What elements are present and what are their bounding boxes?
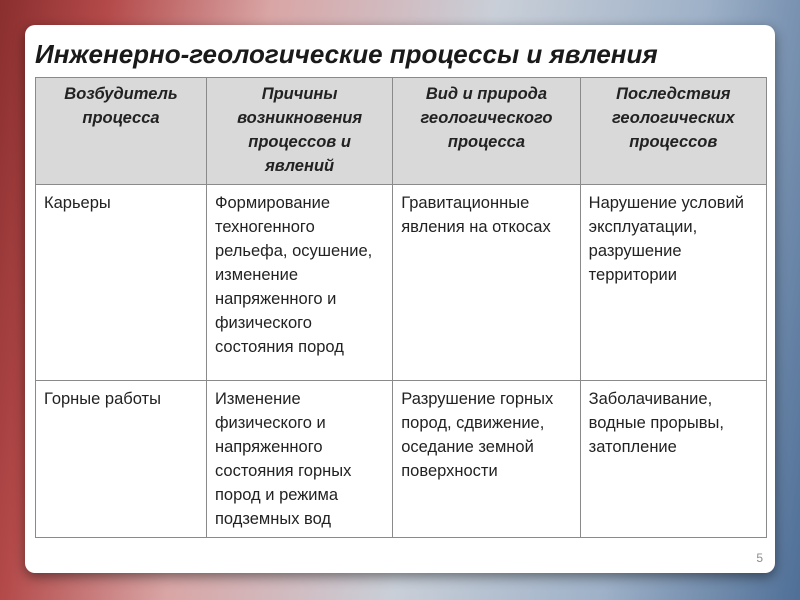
table-cell: Формирование техногенного рельефа, осушение, изменение напряженного и физического состояния пород	[206, 185, 392, 381]
table-header-row	[36, 78, 767, 185]
page-number: 5	[756, 551, 763, 565]
table-cell: Заболачивание, водные прорывы, затопление	[580, 381, 766, 538]
table-cell: Нарушение условий эксплуатации, разрушение территории	[580, 185, 766, 381]
table-cell: Изменение физического и напряженного состояния горных пород и режима подземных вод	[206, 381, 392, 538]
table-cell: Разрушение горных пород, сдвижение, оседание земной поверхности	[393, 381, 580, 538]
column-header-consequences: Последствия геологических процессов	[580, 78, 766, 185]
table-row	[36, 381, 767, 538]
table-row	[36, 185, 767, 381]
table-cell: Горные работы	[36, 381, 207, 538]
page-title: Инженерно-геологические процессы и явления	[35, 39, 658, 69]
processes-table	[35, 77, 767, 538]
column-header-causes: Причины возникновения процессов и явлений	[206, 78, 392, 185]
table-cell: Карьеры	[36, 185, 207, 381]
column-header-trigger: Возбудитель процесса	[36, 78, 207, 185]
slide	[25, 25, 775, 573]
column-header-process-type: Вид и природа геологического процесса	[393, 78, 580, 185]
table-cell: Гравитационные явления на откосах	[393, 185, 580, 381]
